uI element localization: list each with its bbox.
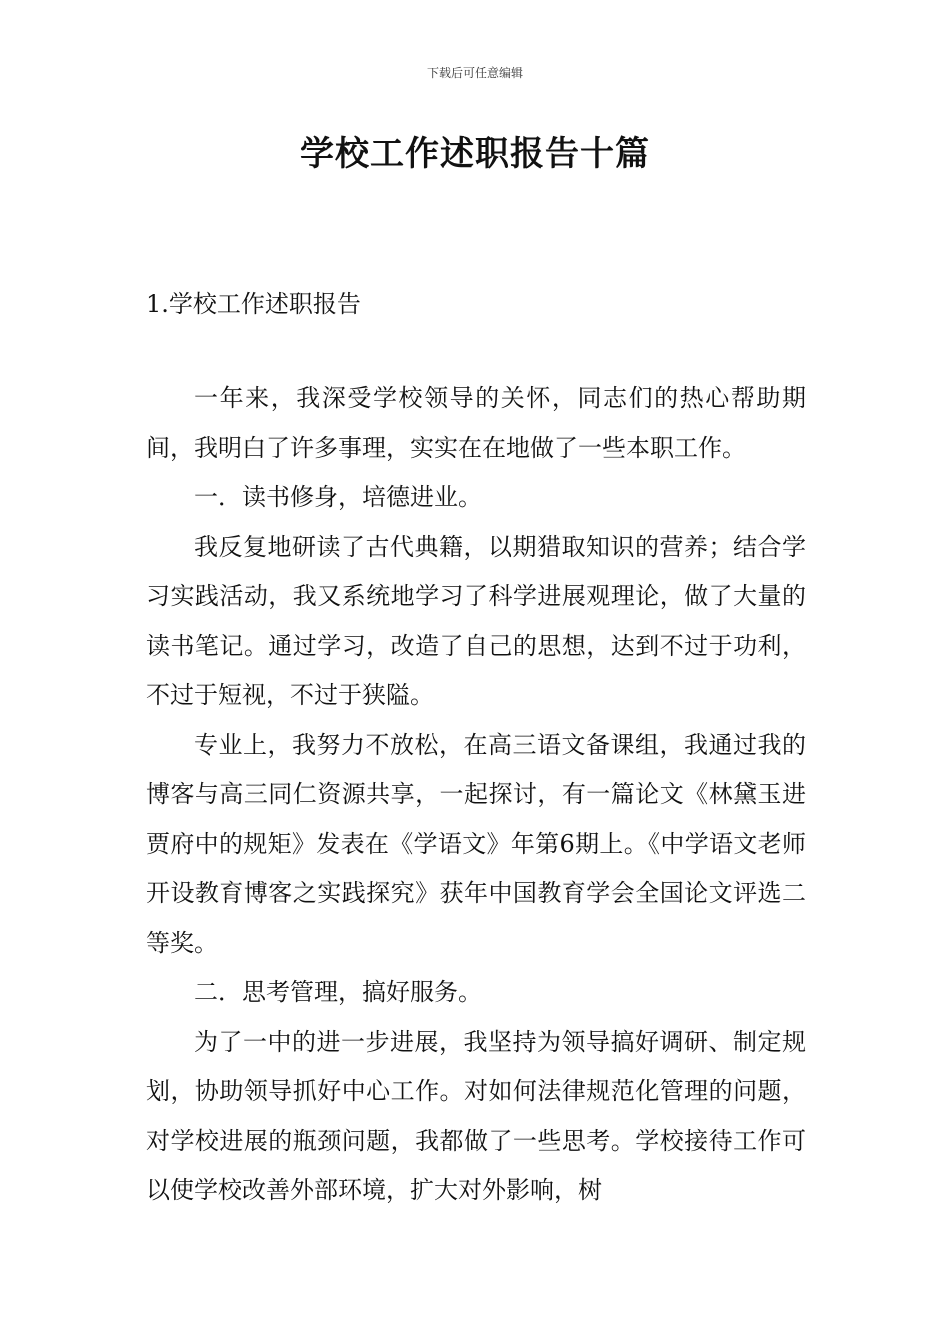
paragraph: 我反复地研读了古代典籍，以期猎取知识的营养；结合学习实践活动，我又系统地学习了科学进展观理论，做了大量的读书笔记。通过学习，改造了自己的思想，达到不过于功利，不过于短视，不过于狭隘。 [146, 532, 806, 709]
paragraph-heading: 二．思考管理，搞好服务。 [194, 978, 482, 1006]
section-heading: 1.学校工作述职报告 [146, 290, 361, 318]
paragraph: 专业上，我努力不放松，在高三语文备课组，我通过我的博客与高三同仁资源共享，一起探讨，有一篇论文《林黛玉进贾府中的规矩》发表在《学语文》年第6期上。《中学语文老师开设教育博客之实践探究》获年中国教育学会全国论文评选二等奖。 [146, 730, 806, 957]
paragraph-heading: 一．读书修身，培德进业。 [194, 483, 482, 511]
paragraph: 一年来，我深受学校领导的关怀，同志们的热心帮助期间，我明白了许多事理，实实在在地做了一些本职工作。 [146, 384, 806, 462]
document-title: 学校工作述职报告十篇 [300, 134, 650, 174]
header-note: 下载后可任意编辑 [426, 66, 523, 80]
paragraph: 为了一中的进一步进展，我坚持为领导搞好调研、制定规划，协助领导抓好中心工作。对如何法律规范化管理的问题，对学校进展的瓶颈问题，我都做了一些思考。学校接待工作可以使学校改善外部环境，扩大对外影响，树 [146, 1027, 806, 1204]
document-body [146, 374, 806, 1216]
